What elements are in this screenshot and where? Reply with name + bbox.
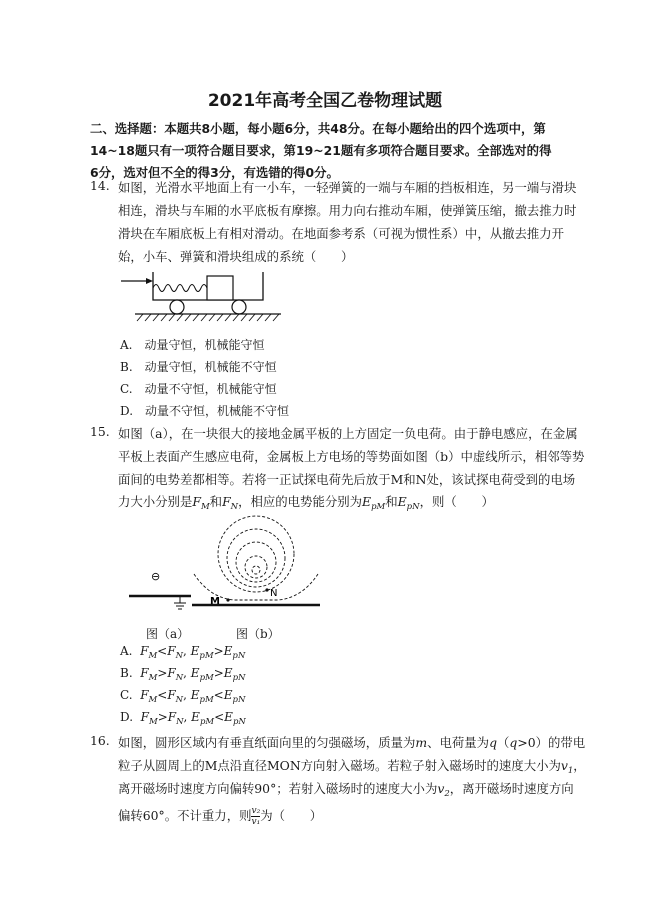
q16-text-enter: 粒子从圆周上的M点沿直径MON方向射入磁场。若粒子射入磁场时的速度大小为: [118, 758, 561, 773]
sub-n: N: [238, 673, 246, 683]
relation-energy: <: [214, 710, 225, 724]
symbol-f: F: [167, 710, 177, 724]
sub-m: M: [204, 651, 214, 661]
relation-energy: <: [213, 688, 224, 702]
q16-text-particle: >0）的带电: [517, 735, 586, 750]
symbol-f: F: [140, 644, 149, 658]
symbol-f: F: [167, 644, 176, 658]
sub-p: p: [199, 673, 206, 683]
option-letter: D.: [120, 710, 134, 724]
q15-text-then: ，则（ ）: [419, 494, 494, 509]
q16-text-mass: 如图，圆形区域内有垂直纸面向里的匀强磁场，质量为: [118, 735, 416, 750]
sub-n: N: [175, 695, 184, 705]
sub-m: M: [205, 673, 214, 683]
q16-text-deflect90: 离开磁场时速度方向偏转90°；若射入磁场时的速度大小为: [118, 781, 438, 796]
q15-option-a: A. $F_M<F_N$, $E_{pM}>E_{pN}$: [120, 644, 246, 661]
sub-m: M: [376, 502, 386, 512]
section-instructions: 二、选择题：本题共8小题，每小题6分，共48分。在每小题给出的四个选项中，第14~18题只有一项符合题目要求，第19~21题有多项符合题目要求。全部选对的得6分，选对但不全的得3分，有选错的得0分。: [90, 121, 552, 180]
sub-m: M: [204, 695, 214, 705]
label-m: M: [210, 596, 220, 607]
q15-line-4: [118, 492, 494, 512]
option-letter: B.: [120, 666, 133, 680]
q15-line-3: 面间的电势差都相等。若将一正试探电荷先后放于M和N处，该试探电荷受到的电场: [118, 472, 576, 487]
q14-line-4: 始，小车、弹簧和滑块组成的系统（ ）: [118, 249, 354, 264]
q15-line-1: 如图（a），在一块很大的接地金属平板的上方固定一负电荷。由于静电感应，在金属: [118, 426, 578, 441]
sub-m: M: [148, 717, 158, 727]
q14-option-c: C. 动量不守恒，机械能守恒: [120, 382, 277, 396]
question-number-14: 14.: [90, 178, 110, 193]
q15-line-2: 平板上表面产生感应电荷，金属板上方电场的等势面如图（b）中虚线所示，相邻等势: [118, 449, 585, 464]
q14-line-2: 相连，滑块与车厢的水平底板有摩擦。用力向右推动车厢，使弹簧压缩，撤去推力时: [118, 203, 577, 218]
q16-line-3: [118, 779, 574, 799]
q15-option-c: C. $F_M<F_N$, $E_{pM}<E_{pN}$: [120, 688, 246, 705]
q15-text-forces: 力大小分别是: [118, 494, 193, 509]
option-letter: C.: [120, 688, 133, 702]
fraction-v2-v1: [251, 806, 260, 827]
symbol-e: E: [223, 644, 233, 658]
relation-force: >: [157, 710, 168, 724]
q14-option-a: A. 动量守恒，机械能守恒: [120, 338, 265, 352]
symbol-q: q: [489, 735, 498, 750]
q14-option-b: B. 动量守恒，机械能不守恒: [120, 360, 277, 374]
fraction-numerator: v₂: [251, 806, 261, 816]
relation-force: >: [157, 666, 168, 680]
sub-m: M: [148, 695, 158, 705]
label-n: N: [270, 588, 278, 599]
figure-b-equipotentials: [190, 512, 325, 612]
symbol-e: E: [223, 688, 233, 702]
sub-1: 1: [567, 766, 574, 776]
symbol-e: E: [191, 710, 200, 724]
sub-p: p: [232, 651, 238, 661]
q14-line-1: 如图，光滑水平地面上有一小车，一轻弹簧的一端与车厢的挡板相连，另一端与滑块: [118, 180, 577, 195]
symbol-e: E: [397, 494, 407, 509]
sub-n: N: [237, 651, 246, 661]
q16-text-comma: ，: [573, 758, 586, 773]
symbol-q: q: [509, 735, 518, 750]
sub-n: N: [175, 651, 183, 661]
q16-line-2: [118, 756, 586, 776]
sub-p: p: [199, 717, 206, 727]
symbol-f: F: [167, 666, 176, 680]
symbol-f: F: [140, 666, 149, 680]
question-number-15: 15.: [90, 424, 110, 439]
relation-energy: >: [213, 666, 224, 680]
q16-text-charge: 、电荷量为: [427, 735, 490, 750]
symbol-f: F: [192, 494, 201, 509]
relation-force: <: [157, 688, 168, 702]
sub-n: N: [176, 717, 184, 727]
sub-m: M: [205, 717, 215, 727]
symbol-m: m: [415, 735, 428, 750]
q16-line-1: [118, 733, 585, 751]
sub-p: p: [199, 651, 205, 661]
figure-a-caption: 图（a）: [146, 627, 190, 641]
sub-m: M: [148, 673, 158, 683]
q16-text-deflect60: 偏转60°。不计重力，则: [118, 808, 252, 823]
symbol-f: F: [222, 494, 231, 509]
figure-b-caption: 图（b）: [236, 627, 280, 641]
q14-line-3: 滑块在车厢底板上有相对滑动。在地面参考系（可视为惯性系）中，从撤去推力开: [118, 226, 565, 241]
negative-charge-icon: ⊖: [151, 570, 161, 583]
sub-p: p: [232, 695, 238, 705]
symbol-e: E: [223, 666, 233, 680]
q16-text-paren: （: [497, 735, 510, 750]
symbol-f: F: [140, 710, 149, 724]
sub-p: p: [406, 502, 413, 512]
q14-option-d: D. 动量不守恒，机械能不守恒: [120, 404, 290, 418]
text-and: 和: [209, 494, 223, 509]
q16-text-leave: ，离开磁场时速度方向: [449, 781, 574, 796]
symbol-e: E: [190, 666, 200, 680]
sub-p: p: [232, 673, 239, 683]
symbol-e: E: [190, 644, 200, 658]
page-title: 2021年高考全国乙卷物理试题: [207, 91, 443, 111]
sub-p: p: [199, 695, 205, 705]
q16-text-is: 为（ ）: [260, 808, 323, 823]
sub-n: N: [238, 717, 246, 727]
q16-line-4: [118, 806, 322, 827]
q15-text-energy: ，相应的电势能分别为: [238, 494, 363, 509]
option-letter: A.: [120, 644, 133, 658]
relation-force: <: [157, 644, 168, 658]
text-and: 和: [385, 494, 398, 509]
question-number-16: 16.: [90, 733, 110, 748]
symbol-f: F: [140, 688, 149, 702]
symbol-v: v: [560, 758, 568, 773]
symbol-e: E: [224, 710, 233, 724]
symbol-f: F: [167, 688, 176, 702]
sub-p: p: [232, 717, 239, 727]
sub-2: 2: [444, 789, 450, 799]
q15-option-d: D. $F_M>F_N$, $E_{pM}<E_{pN}$: [120, 710, 246, 727]
symbol-v: v: [437, 781, 445, 796]
sub-n: N: [412, 502, 420, 512]
relation-energy: >: [213, 644, 224, 658]
sub-n: N: [230, 502, 239, 512]
sub-n: N: [237, 695, 246, 705]
symbol-e: E: [190, 688, 200, 702]
sub-m: M: [148, 651, 158, 661]
sub-m: M: [200, 502, 210, 512]
q15-option-b: B. $F_M>F_N$, $E_{pM}>E_{pN}$: [120, 666, 246, 683]
sub-p: p: [371, 502, 377, 512]
cart-spring-figure: [115, 268, 285, 328]
sub-n: N: [175, 673, 184, 683]
symbol-e: E: [362, 494, 372, 509]
fraction-denominator: v₁: [251, 817, 261, 827]
